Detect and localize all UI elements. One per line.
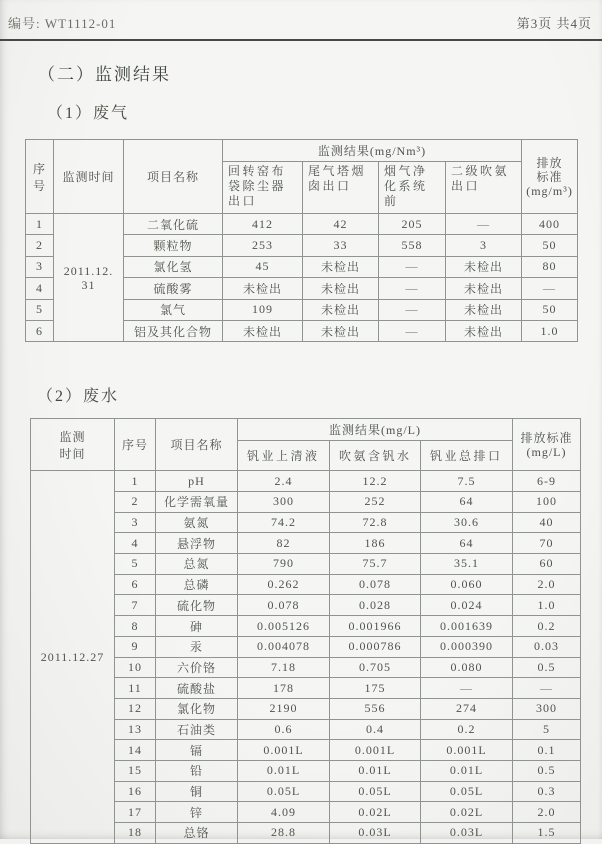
water-row-seq: 3 [115, 512, 156, 533]
waste-water-table-head [31, 419, 581, 471]
water-row-item: 化学需氧量 [156, 492, 238, 513]
water-row-item: 石油类 [156, 719, 238, 740]
water-row-standard: 5 [513, 719, 581, 740]
water-row-value: 0.02L [330, 802, 421, 823]
water-row-seq: 17 [115, 802, 156, 823]
water-standard-line2: (mg/L) [526, 444, 567, 459]
gas-row-value: 未检出 [446, 299, 522, 320]
water-row-value: 0.000390 [421, 636, 513, 657]
water-row-value: 75.7 [330, 554, 421, 575]
gas-row-item: 硫酸雾 [124, 278, 223, 299]
water-row-standard: 1.0 [513, 595, 581, 616]
water-col-seq-header: 序号 [115, 419, 156, 471]
gas-row-value: 558 [379, 235, 446, 256]
water-row-value: 0.028 [330, 595, 421, 616]
water-row-value: 28.8 [238, 823, 330, 844]
water-row-item: 锌 [156, 802, 238, 823]
gas-subcol-secondary-ammonia: 二级吹氨出口 [446, 162, 522, 214]
water-row-item: 硫化物 [156, 595, 238, 616]
water-row-item: 氨氮 [156, 512, 238, 533]
gas-row-seq: 6 [26, 320, 54, 341]
water-row-seq: 4 [115, 533, 156, 554]
water-row-standard: 100 [513, 492, 581, 513]
water-row-value: 252 [330, 492, 421, 513]
gas-subcol-before-purification: 烟气净化系统前 [379, 162, 446, 214]
water-row-value: 7.18 [238, 657, 330, 678]
water-row-value: 790 [238, 554, 330, 575]
gas-row-standard: 50 [522, 235, 578, 256]
water-row-seq: 2 [115, 492, 156, 513]
gas-row-value: 45 [223, 256, 303, 277]
water-row-value: 0.05L [421, 781, 513, 802]
gas-standard-line2: 标准 [536, 169, 563, 184]
water-row-value: 0.080 [421, 657, 513, 678]
waste-gas-table-body [26, 214, 578, 342]
gas-col-seq-line1: 序 [32, 161, 46, 176]
gas-result-group-header: 监测结果(mg/Nm³) [223, 140, 522, 162]
water-row-value: 0.001966 [330, 616, 421, 637]
water-row-value: 0.2 [421, 719, 513, 740]
water-row-item: 铜 [156, 781, 238, 802]
gas-row-value: 33 [303, 235, 379, 256]
water-row-standard: 300 [513, 698, 581, 719]
gas-row-seq: 1 [26, 214, 54, 235]
document-header [0, 0, 602, 32]
water-row-standard: 0.03 [513, 636, 581, 657]
water-row-standard: 0.1 [513, 740, 581, 761]
water-row-item: 总氮 [156, 554, 238, 575]
water-row-value: 12.2 [330, 471, 421, 492]
water-subcol-main-outlet: 钒业总排口 [421, 441, 513, 471]
water-row-standard: 0.3 [513, 781, 581, 802]
water-row-value: 0.001L [330, 740, 421, 761]
water-row-seq: 7 [115, 595, 156, 616]
water-row-value: 186 [330, 533, 421, 554]
gas-row-item: 氯气 [124, 299, 223, 320]
gas-row-standard: 50 [522, 299, 578, 320]
water-row-standard: 2.0 [513, 574, 581, 595]
gas-col-standard-header [522, 140, 578, 214]
gas-standard-line1: 排放 [536, 155, 563, 170]
waste-gas-table [25, 139, 578, 342]
gas-row-value: 未检出 [303, 256, 379, 277]
water-row-seq: 12 [115, 698, 156, 719]
water-row-seq: 14 [115, 740, 156, 761]
water-row-value: 0.01L [330, 760, 421, 781]
water-row-item: 铅 [156, 760, 238, 781]
water-row-standard: 0.5 [513, 760, 581, 781]
water-row-value: 0.005126 [238, 616, 330, 637]
gas-row-standard: 400 [522, 214, 578, 235]
water-row-standard: — [513, 678, 581, 699]
gas-subcol-tailgas-stack: 尾气塔烟囱出口 [303, 162, 379, 214]
water-row-value: 178 [238, 678, 330, 699]
gas-row-value: 未检出 [223, 320, 303, 341]
water-row-standard: 2.0 [513, 802, 581, 823]
gas-row-seq: 2 [26, 235, 54, 256]
gas-row-value: — [379, 320, 446, 341]
gas-table-row [26, 214, 578, 235]
gas-date-line1: 2011.12. [63, 263, 114, 278]
water-row-item: 氯化物 [156, 698, 238, 719]
waste-water-table [30, 418, 581, 843]
gas-subcol-kiln-outlet: 回转窑布袋除尘器出口 [223, 162, 303, 214]
water-row-value: 2.4 [238, 471, 330, 492]
water-row-value: 0.024 [421, 595, 513, 616]
water-row-value: 0.02L [421, 802, 513, 823]
gas-row-seq: 4 [26, 278, 54, 299]
water-row-item: pH [156, 471, 238, 492]
gas-standard-line3: (mg/m³) [526, 183, 573, 198]
water-row-item: 总磷 [156, 574, 238, 595]
gas-row-value: 412 [223, 214, 303, 235]
water-subcol-ammonia-vanadium-water: 吹氨含钒水 [330, 441, 421, 471]
gas-row-value: 42 [303, 214, 379, 235]
water-subcol-supernatant: 钒业上清液 [238, 441, 330, 471]
gas-row-item: 颗粒物 [124, 235, 223, 256]
water-row-value: 274 [421, 698, 513, 719]
water-row-seq: 16 [115, 781, 156, 802]
water-row-seq: 13 [115, 719, 156, 740]
water-row-standard: 70 [513, 533, 581, 554]
gas-row-value: 205 [379, 214, 446, 235]
water-row-standard: 1.5 [513, 823, 581, 844]
water-row-value: 72.8 [330, 512, 421, 533]
gas-row-item: 二氧化硫 [124, 214, 223, 235]
gas-row-value: 未检出 [303, 299, 379, 320]
gas-row-value: 未检出 [446, 256, 522, 277]
water-row-item: 砷 [156, 616, 238, 637]
water-row-seq: 1 [115, 471, 156, 492]
water-col-time-line1: 监测 [59, 429, 86, 444]
water-row-seq: 11 [115, 678, 156, 699]
water-monitoring-date [31, 471, 115, 843]
water-row-value: 30.6 [421, 512, 513, 533]
water-row-value: 64 [421, 492, 513, 513]
water-row-value: 35.1 [421, 554, 513, 575]
water-row-value: 0.01L [421, 760, 513, 781]
water-row-value: 0.262 [238, 574, 330, 595]
water-col-item-header: 项目名称 [156, 419, 238, 471]
gas-row-value: 未检出 [303, 278, 379, 299]
gas-monitoring-date [54, 214, 124, 342]
water-row-value: 0.03L [421, 823, 513, 844]
water-row-value: 0.000786 [330, 636, 421, 657]
water-row-value: 0.078 [238, 595, 330, 616]
waste-water-table-body [31, 471, 581, 843]
water-row-standard: 40 [513, 512, 581, 533]
water-row-value: 2190 [238, 698, 330, 719]
gas-row-standard: — [522, 278, 578, 299]
water-row-value: 0.4 [330, 719, 421, 740]
water-row-item: 六价铬 [156, 657, 238, 678]
water-row-value: 7.5 [421, 471, 513, 492]
water-row-value: 175 [330, 678, 421, 699]
gas-section-subtitle: （1）废气 [47, 105, 130, 122]
water-row-standard: 60 [513, 554, 581, 575]
water-row-value: 4.09 [238, 802, 330, 823]
water-row-standard: 0.2 [513, 616, 581, 637]
gas-row-value: 未检出 [303, 320, 379, 341]
water-row-value: 74.2 [238, 512, 330, 533]
water-section-subtitle: （2）废水 [37, 388, 120, 406]
gas-date-line2: 31 [81, 277, 96, 292]
water-row-value: 556 [330, 698, 421, 719]
water-row-value: 0.705 [330, 657, 421, 678]
gas-row-value: — [446, 214, 522, 235]
water-col-time-header [31, 419, 115, 471]
water-result-group-header: 监测结果(mg/L) [238, 419, 513, 441]
gas-row-value: — [379, 278, 446, 299]
water-row-value: 82 [238, 533, 330, 554]
gas-row-value: 未检出 [446, 320, 522, 341]
water-col-time-line2: 时间 [59, 446, 86, 461]
water-row-item: 镉 [156, 740, 238, 761]
gas-header-group-row [26, 140, 578, 162]
gas-row-seq: 3 [26, 256, 54, 277]
water-row-seq: 9 [115, 636, 156, 657]
water-row-standard: 0.5 [513, 657, 581, 678]
water-row-value: 0.001639 [421, 616, 513, 637]
water-row-value: 0.078 [330, 574, 421, 595]
water-row-item: 总铬 [156, 823, 238, 844]
water-header-group-row [31, 419, 581, 441]
water-row-value: 64 [421, 533, 513, 554]
water-table-row [31, 471, 581, 492]
gas-col-seq-header [26, 140, 54, 214]
water-row-value: 0.05L [330, 781, 421, 802]
page-indicator: 第3页 共4页 [516, 16, 592, 31]
gas-row-value: 253 [223, 235, 303, 256]
gas-row-seq: 5 [26, 299, 54, 320]
water-row-value: 0.03L [330, 823, 421, 844]
gas-row-value: 109 [223, 299, 303, 320]
water-row-standard: 6-9 [513, 471, 581, 492]
water-row-seq: 6 [115, 574, 156, 595]
water-col-standard-header [513, 419, 581, 471]
water-row-item: 硫酸盐 [156, 678, 238, 699]
gas-col-time-header: 监测时间 [54, 140, 124, 214]
document-number: 编号: WT1112-01 [8, 16, 117, 31]
water-row-item: 悬浮物 [156, 533, 238, 554]
water-row-value: 0.060 [421, 574, 513, 595]
water-date-line1: 2011.12.27 [40, 650, 105, 665]
water-row-seq: 8 [115, 616, 156, 637]
water-row-seq: 10 [115, 657, 156, 678]
gas-row-value: 3 [446, 235, 522, 256]
section-title: （二）监测结果 [38, 65, 171, 84]
gas-row-value: — [379, 299, 446, 320]
gas-row-value: — [379, 256, 446, 277]
gas-row-value: 未检出 [223, 278, 303, 299]
header-rule [0, 39, 602, 41]
water-row-value: 300 [238, 492, 330, 513]
water-row-value: 0.004078 [238, 636, 330, 657]
water-standard-line1: 排放标准 [520, 430, 573, 445]
water-row-value: 0.001L [421, 740, 513, 761]
water-row-value: 0.001L [238, 740, 330, 761]
gas-row-item: 铝及其化合物 [124, 320, 223, 341]
gas-row-item: 氯化氢 [124, 256, 223, 277]
gas-row-standard: 80 [522, 256, 578, 277]
water-row-seq: 15 [115, 760, 156, 781]
water-row-item: 汞 [156, 636, 238, 657]
water-row-value: 0.6 [238, 719, 330, 740]
water-row-value: 0.05L [238, 781, 330, 802]
gas-row-standard: 1.0 [522, 320, 578, 341]
water-row-value: 0.01L [238, 760, 330, 781]
water-row-value: — [421, 678, 513, 699]
water-row-seq: 18 [115, 823, 156, 844]
gas-col-item-header: 项目名称 [124, 140, 223, 214]
water-row-seq: 5 [115, 554, 156, 575]
waste-gas-table-head [26, 140, 578, 214]
gas-col-seq-line2: 号 [32, 178, 46, 193]
gas-row-value: 未检出 [446, 278, 522, 299]
